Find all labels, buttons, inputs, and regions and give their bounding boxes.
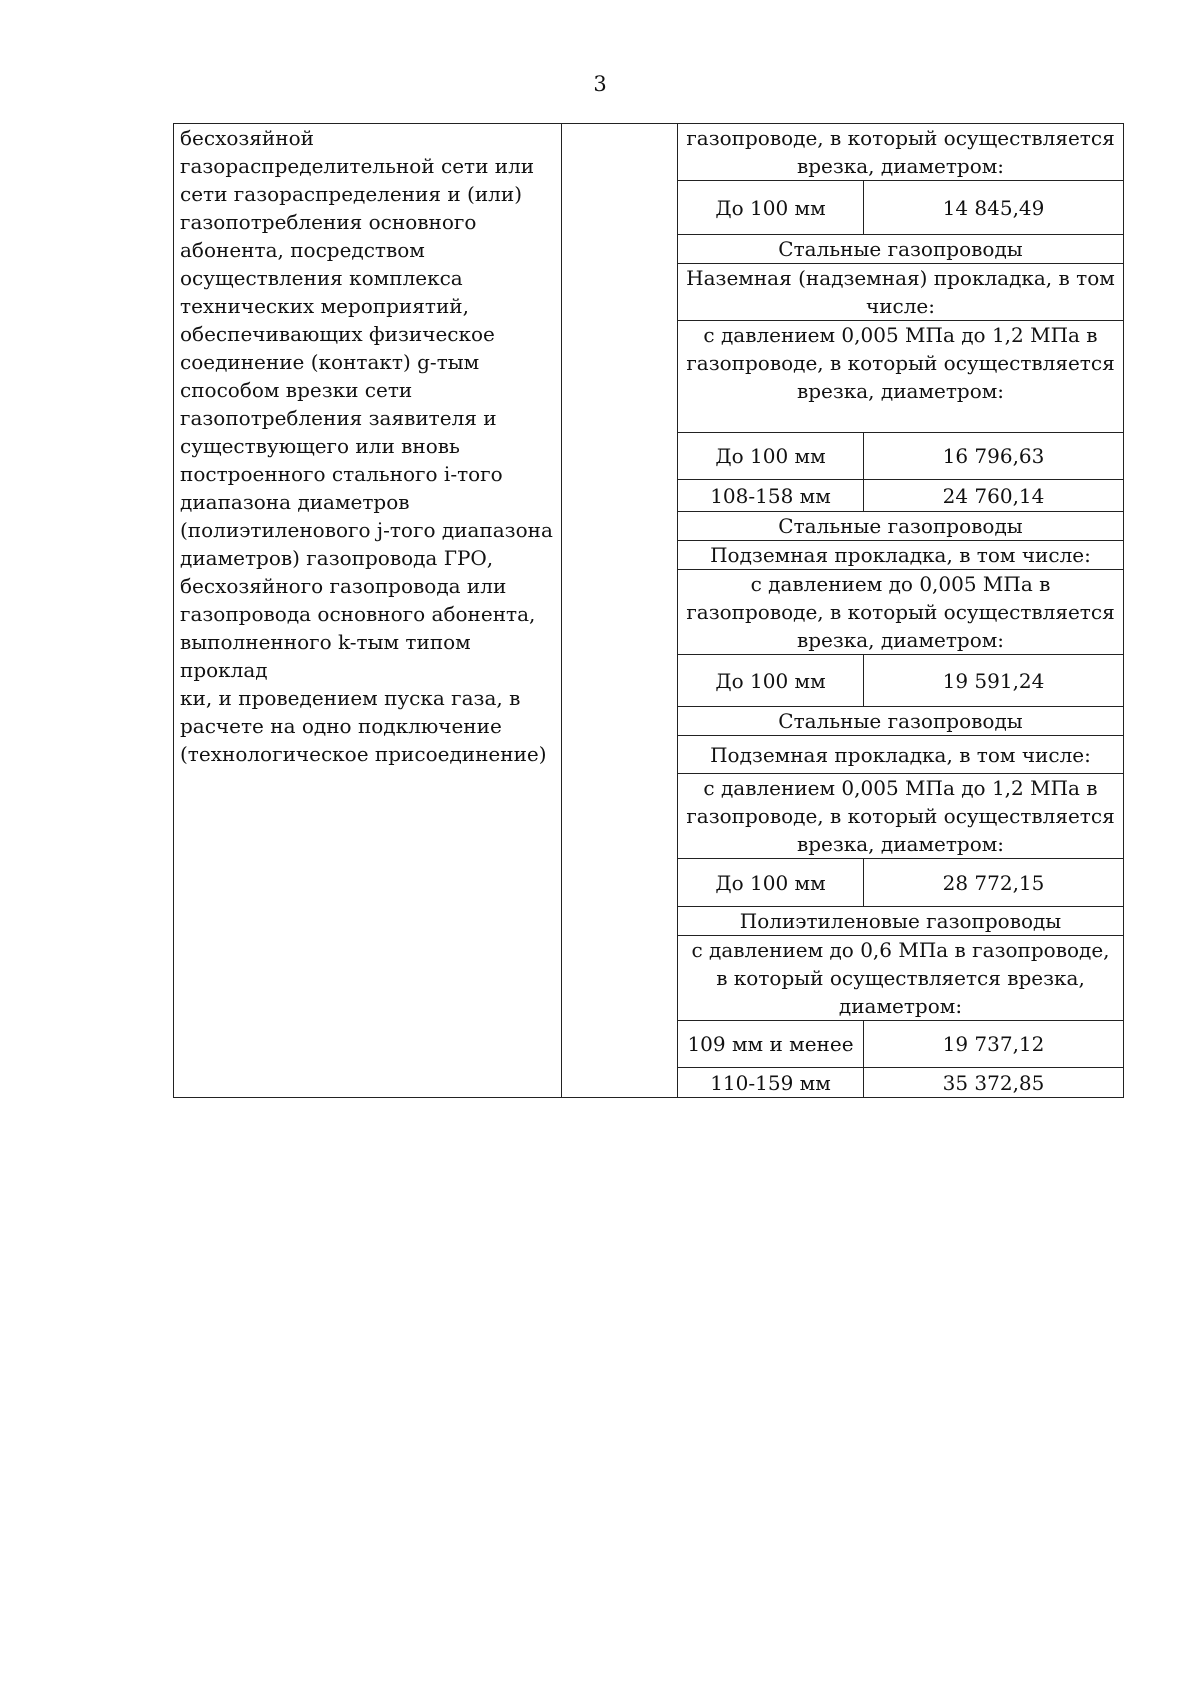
description-line: сети газораспределения и (или) <box>180 182 523 206</box>
description-line: построенного стального i-того <box>180 462 503 486</box>
description-line: проклад <box>180 658 268 682</box>
tariff-table <box>173 123 1124 1098</box>
diameter-cell: До 100 мм <box>678 181 864 235</box>
description-line: обеспечивающих физическое <box>180 322 495 346</box>
description-line: расчете на одно подключение <box>180 714 502 738</box>
description-line: (технологическое присоединение) <box>180 742 547 766</box>
price-cell: 14 845,49 <box>864 181 1124 235</box>
description-line: технических мероприятий, <box>180 294 469 318</box>
description-line: существующего или вновь <box>180 434 460 458</box>
description-cell <box>174 124 562 1098</box>
description-line: газопотребления основного <box>180 210 477 234</box>
table-row <box>174 124 1124 181</box>
section-header: Стальные газопроводы <box>678 707 1124 736</box>
description-line: ки, и проведением пуска газа, в <box>180 686 521 710</box>
description-line: выполненного k-тым типом <box>180 630 471 654</box>
description-line: диапазона диаметров <box>180 490 410 514</box>
description-line: бесхозяйной <box>180 126 314 150</box>
section-header: Полиэтиленовые газопроводы <box>678 907 1124 936</box>
section-subheader: Наземная (надземная) прокладка, в том числе: <box>678 264 1124 321</box>
diameter-cell: До 100 мм <box>678 655 864 707</box>
price-cell: 24 760,14 <box>864 480 1124 512</box>
section-subheader: Подземная прокладка, в том числе: <box>678 736 1124 774</box>
section-subheader: с давлением до 0,005 МПа в газопроводе, в который осуществляется врезка, диаметром: <box>678 570 1124 655</box>
price-cell: 28 772,15 <box>864 859 1124 907</box>
section-header: Стальные газопроводы <box>678 512 1124 541</box>
diameter-cell: До 100 мм <box>678 859 864 907</box>
page-number: 3 <box>593 72 607 96</box>
price-cell: 19 591,24 <box>864 655 1124 707</box>
description-line: способом врезки сети <box>180 378 413 402</box>
diameter-cell: 108-158 мм <box>678 480 864 512</box>
description-line: осуществления комплекса <box>180 266 463 290</box>
diameter-cell: До 100 мм <box>678 433 864 480</box>
section-header: Стальные газопроводы <box>678 235 1124 264</box>
diameter-cell: 110-159 мм <box>678 1068 864 1098</box>
description-line: соединение (контакт) g-тым <box>180 350 480 374</box>
description-line: газопровода основного абонента, <box>180 602 536 626</box>
description-line: (полиэтиленового j-того диапазона <box>180 518 553 542</box>
description-line: абонента, посредством <box>180 238 425 262</box>
section-subheader: с давлением 0,005 МПа до 1,2 МПа в газопроводе, в который осуществляется врезка, диаметром: <box>678 321 1124 433</box>
description-line: бесхозяйного газопровода или <box>180 574 507 598</box>
price-cell: 16 796,63 <box>864 433 1124 480</box>
description-line: газопотребления заявителя и <box>180 406 497 430</box>
description-line: диаметров) газопровода ГРО, <box>180 546 494 570</box>
diameter-cell: 109 мм и менее <box>678 1021 864 1068</box>
section-subheader: с давлением 0,005 МПа до 1,2 МПа в газопроводе, в который осуществляется врезка, диаметром: <box>678 774 1124 859</box>
price-cell: 35 372,85 <box>864 1068 1124 1098</box>
section-subheader: с давлением до 0,6 МПа в газопроводе, в который осуществляется врезка, диаметром: <box>678 936 1124 1021</box>
empty-column-cell <box>562 124 678 1098</box>
price-cell: 19 737,12 <box>864 1021 1124 1068</box>
description-line: газораспределительной сети или <box>180 154 535 178</box>
section-subheader: газопроводе, в который осуществляется врезка, диаметром: <box>678 124 1124 181</box>
section-subheader: Подземная прокладка, в том числе: <box>678 541 1124 570</box>
